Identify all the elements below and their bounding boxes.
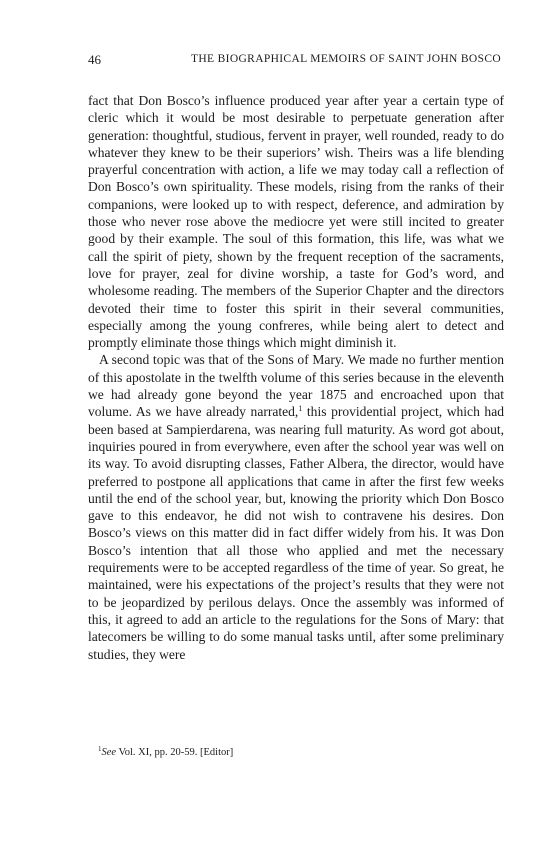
page-number: 46	[88, 52, 101, 67]
page-header	[88, 52, 501, 68]
running-title: THE BIOGRAPHICAL MEMOIRS OF SAINT JOHN BOSCO	[191, 53, 501, 65]
footnote-see: See	[101, 747, 117, 758]
footnote-reference[interactable]: 1	[298, 404, 303, 414]
paragraph	[88, 351, 504, 662]
paragraph: fact that Don Bosco’s influence produced year after year a certain type of cleric which it would be most desirable to perpetuate generation after generation: thoughtful, studious, fervent in prayer, well rounded, ready to do whatever they knew to be their superiors’ wish. Theirs was a life blending prayerful concentration with action, a life we may today call a reflection of Don Bosco’s own spirituality. These models, rising from the ranks of their companions, were looked up to with respect, deference, and admiration by those who never rose above the mediocre yet were still incited to greater good by their example. The soul of this formation, this life, was what we call the spirit of piety, shown by the frequent reception of the sacraments, love for prayer, zeal for divine worship, a taste for God’s word, and wholesome reading. The members of the Superior Chapter and the directors devoted their time to foster this spirit in their several communities, especially among the young confreres, while being alert to detect and promptly eliminate those things which might diminish it.	[88, 93, 504, 351]
footnote-marker: 1	[98, 745, 102, 753]
body-text	[88, 92, 504, 663]
paragraph-text: this providential project, which had been based at Sampierdarena, was nearing full maturity. As word got about, inquiries poured in from everywhere, even after the school year was well on its way. To avoid disrupting classes, Father Albera, the director, would have preferred to postpone all applications that came in after the first few weeks until the end of the school year, but, knowing the priority which Don Bosco gave to this endeavor, he did not wish to contravene his desires. Don Bosco’s views on this matter did in fact differ widely from his. It was Don Bosco’s intention that all those who applied and met the necessary requirements were to be accepted regardless of the time of year. So great, he maintained, were his expectations of the project’s results that they were not to be jeopardized by perilous delays. Once the assembly was informed of this, it agreed to add an article to the regulations for the Sons of Mary: that latecomers be willing to do some manual tasks until, after some preliminary studies, they were	[88, 404, 504, 662]
paragraph-text: A second topic was that of the Sons of Mary. We made no further mention of this apostolate in the twelfth volume of this series because in the eleventh we had already gone beyond the year 1875 and encroached upon that volume. As we have already narrated,	[88, 352, 504, 420]
footnote-text: Vol. XI, pp. 20-59. [Editor]	[116, 747, 234, 758]
footnote	[98, 747, 233, 758]
